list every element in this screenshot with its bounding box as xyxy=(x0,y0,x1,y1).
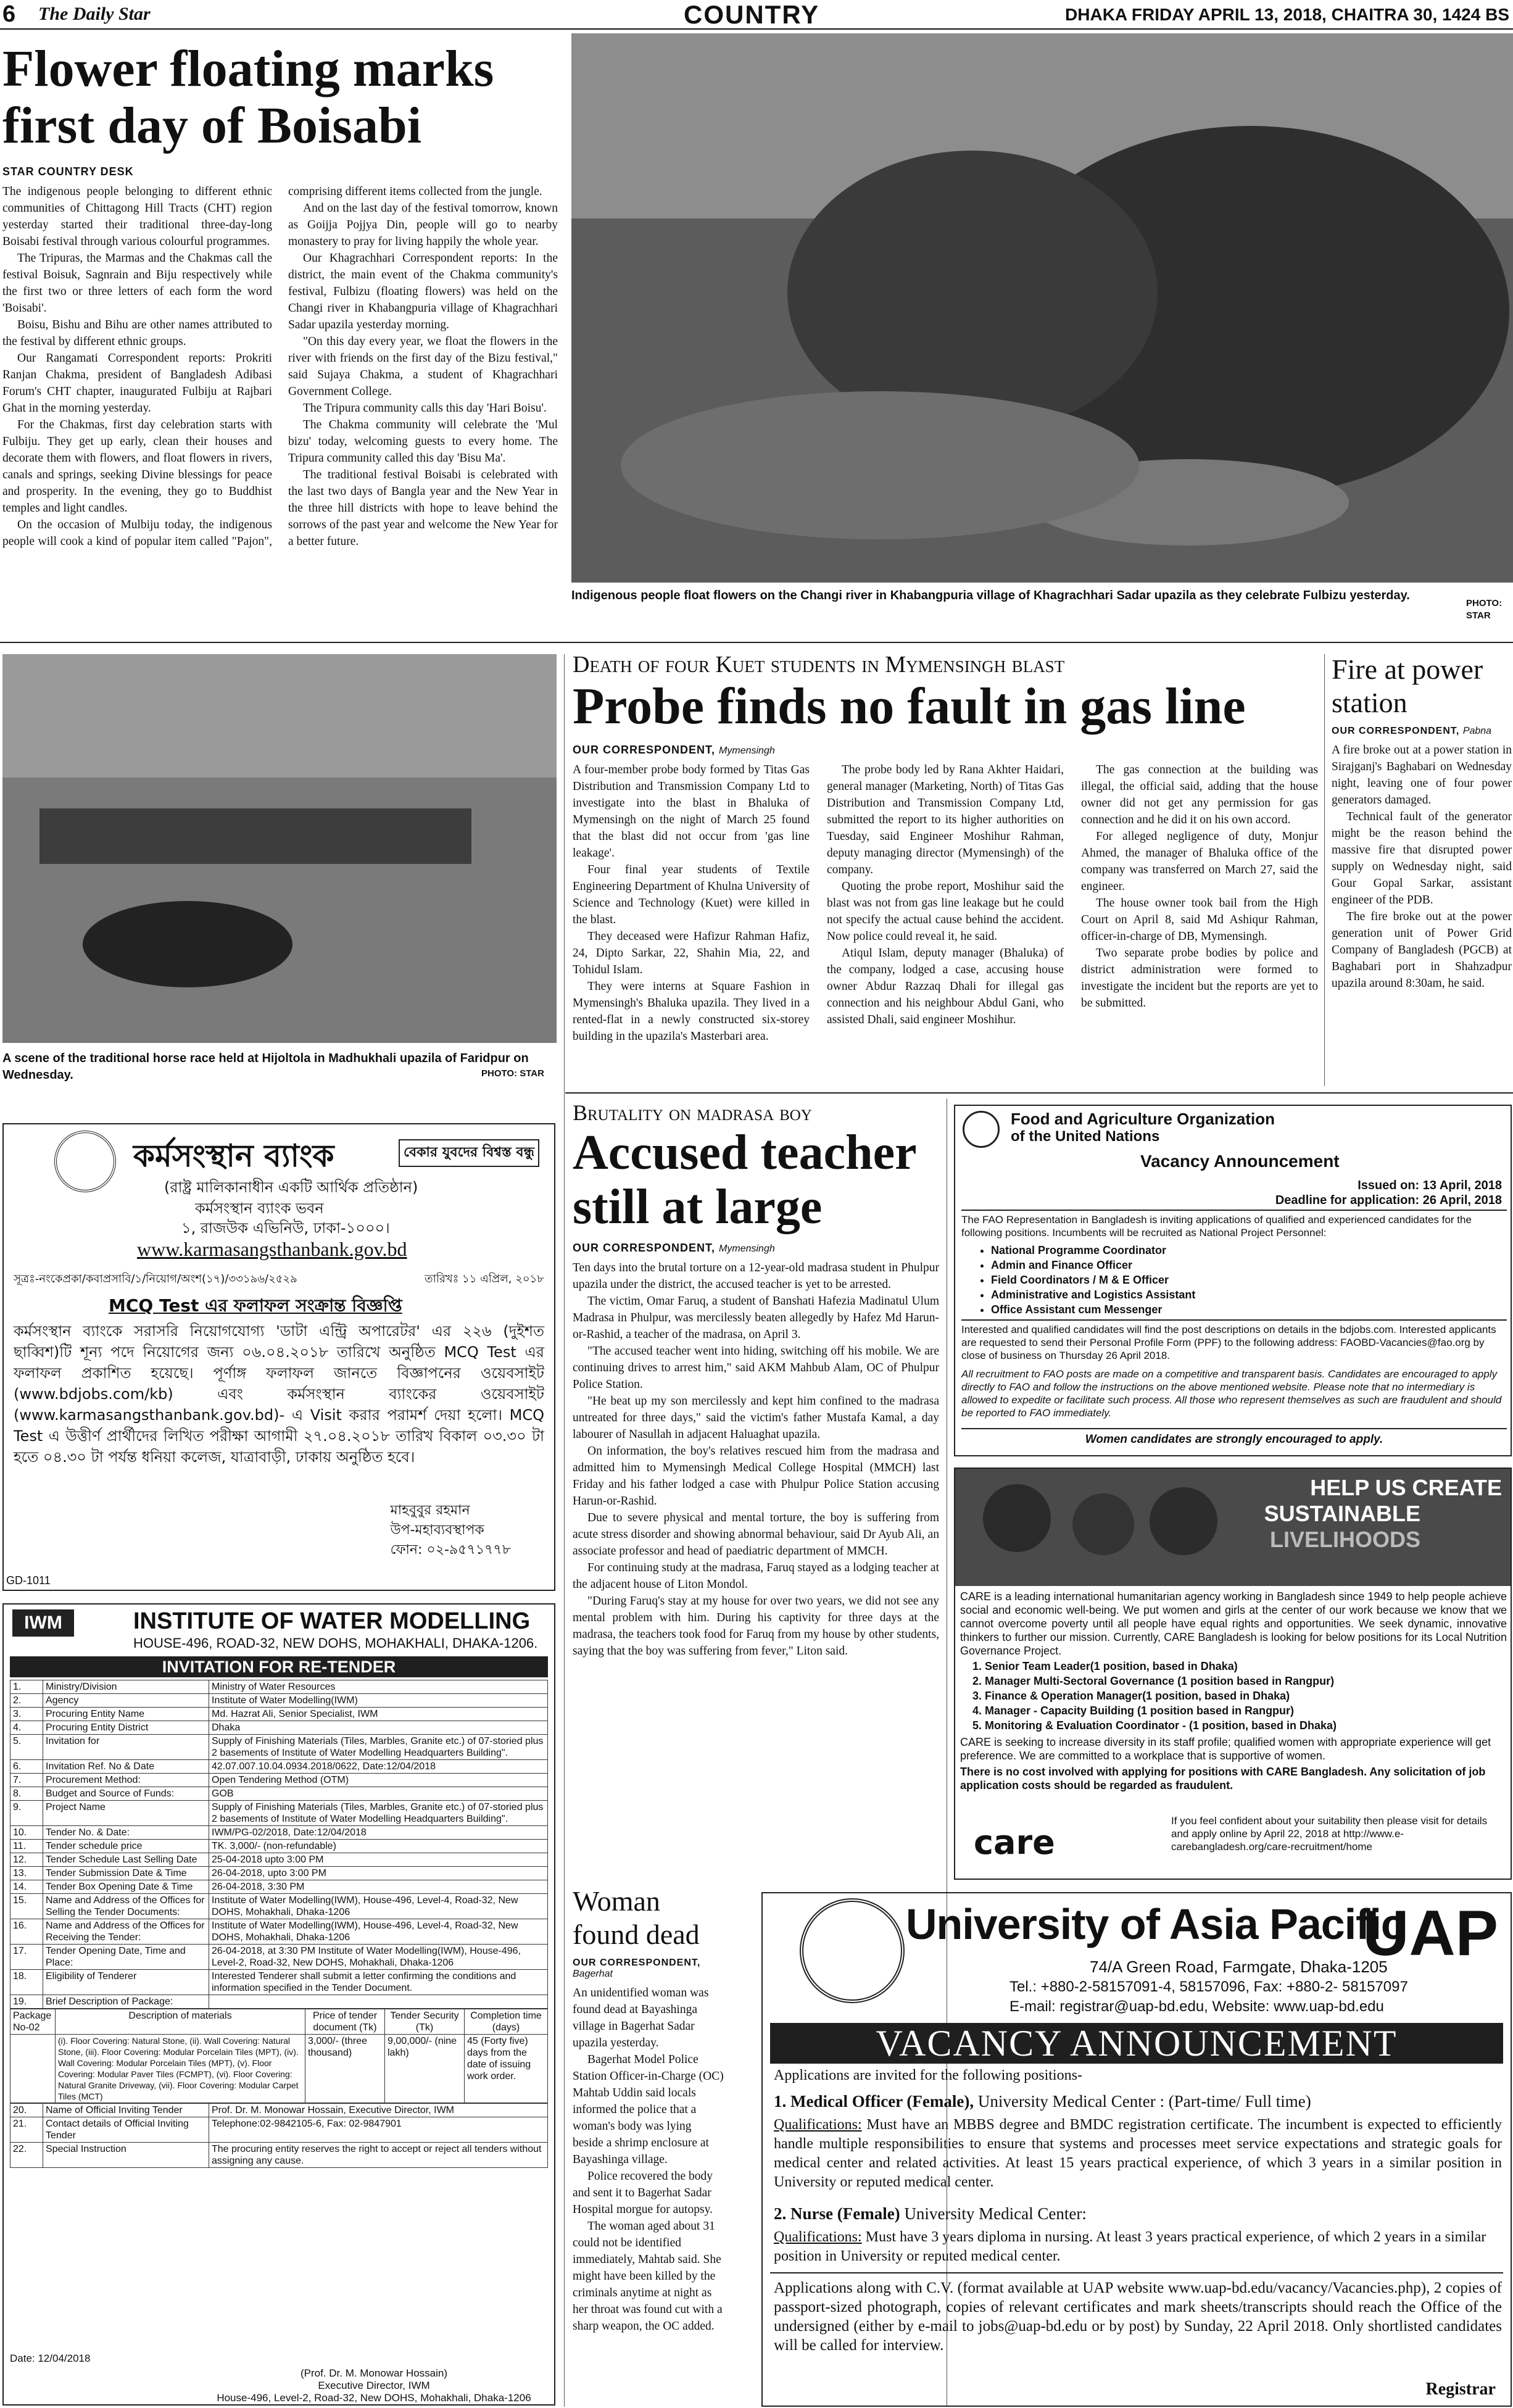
paragraph: "The accused teacher went into hiding, switching off his mobile. We are continuing drives to arrest him," said AKM Mahbub Alam, OC of Phulpur Police Station. xyxy=(573,1345,939,1391)
tender-row-number: 4. xyxy=(10,1721,43,1735)
column-rule xyxy=(1324,654,1325,1086)
byline: STAR COUNTRY DESK xyxy=(2,165,134,178)
iwm-logo: IWM xyxy=(12,1609,74,1637)
photo-credit-name: STAR xyxy=(1466,610,1491,621)
byline xyxy=(573,1958,724,1980)
package-security: 9,00,000/- (nine lakh) xyxy=(385,2035,465,2103)
story-probe xyxy=(573,651,1318,1077)
tender-row-label: Budget and Source of Funds: xyxy=(43,1787,209,1801)
uap-seal xyxy=(800,1898,905,2003)
kicker: Brutality on madrasa boy xyxy=(573,1100,812,1125)
tender-row xyxy=(10,1787,548,1801)
fao-rule xyxy=(961,1319,1507,1321)
tender-row xyxy=(10,1774,548,1787)
tender-row-number: 16. xyxy=(10,1919,43,1945)
tender-row-number: 21. xyxy=(10,2117,43,2143)
dateline-date: FRIDAY APRIL 13, 2018, CHAITRA 30, 1424 BS xyxy=(1131,5,1509,24)
bank-tagline: বেকার যুবদের বিশ্বস্ত বন্ধু xyxy=(399,1139,539,1167)
bank-address2: ১, রাজউক এভিনিউ, ঢাকা-১০০০। xyxy=(181,1219,390,1237)
paragraph: On the occasion of Mulbiju today, the indigenous people will cook a kind of popular item called "Pajon", comprising different items collected from the jungle. xyxy=(2,185,542,548)
horse-race-photo-image xyxy=(2,654,557,1043)
tender-row-label: Project Name xyxy=(43,1801,209,1826)
care-banner-line3: LIVELIHOODS xyxy=(1269,1527,1420,1552)
tender-row-label: Eligibility of Tenderer xyxy=(43,1970,209,1995)
ad-uap xyxy=(761,1892,1512,2407)
paragraph: For the Chakmas, first day celebration starts with Fulbiju. They get up early, clean their houses and decorate them with flowers, and float flowers in rivers, canals and springs, seeking Divine blessings for peace and prosperity. In the evening, they go to Buddhist temples and light candles. xyxy=(2,418,272,515)
byline-label: OUR CORRESPONDENT, xyxy=(573,1242,716,1254)
fao-position: • Office Assistant cum Messenger xyxy=(991,1302,1195,1317)
headline: Probe finds no fault in gas line xyxy=(573,678,1246,735)
care-position: 5. Monitoring & Evaluation Coordinator - (1 position, based in Dhaka) xyxy=(972,1719,1337,1732)
signatory-title: উপ-মহাব্যবস্থাপক xyxy=(390,1522,484,1538)
bank-subtitle: (রাষ্ট্র মালিকানাধীন একটি আর্থিক প্রতিষ্ঠান) xyxy=(164,1179,418,1196)
paragraph: For alleged negligence of duty, Monjur Ahmed, the manager of Bhaluka office of the company was transferred on March 27, said the engineer. xyxy=(1081,830,1318,893)
tender-row-label: Invitation Ref. No & Date xyxy=(43,1760,209,1774)
tender-row-number: 15. xyxy=(10,1894,43,1919)
package-header: Price of tender document (Tk) xyxy=(305,2009,385,2035)
paragraph: Boisu, Bishu and Bihu are other names attributed to the festival by different ethnic groups. xyxy=(2,318,272,348)
uap-apply: Applications along with C.V. (format available at UAP website www.uap-bd.edu/vacancy/Vacancies.php), 2 copies of passport-sized photograph, copies of relevant certificates and mark sheets/transcripts should reach the Office of the undersigned (either by e-mail to jobs@uap-bd.edu or by post) by Sunday, 22 April 2018. Only shortlisted candidates will be called for interview. xyxy=(774,2280,1502,2354)
paragraph: The traditional festival Boisabi is celebrated with the last two days of Bangla year and the New Year in the three hill districts with hope to leave behind the sorrows of the past year and welcome the New Year for a better future. xyxy=(288,468,558,548)
tender-row xyxy=(10,1945,548,1970)
tender-row-value: 26-04-2018, at 3:30 PM Institute of Water Modelling(IWM), House-496, Level-2, Road-32, New DOHS, Mohakhali, Dhaka-1206 xyxy=(209,1945,548,1970)
care-positions xyxy=(972,1659,1337,1733)
paragraph: The indigenous people belonging to different ethnic communities of Chittagong Hill Tracts (CHT) region yesterday started their traditional three-day-long Boisabi festival through various colourful programmes. xyxy=(2,185,272,248)
uap-email: E-mail: registrar@uap-bd.edu, Website: www.uap-bd.edu xyxy=(1009,1998,1384,2015)
horse-race-photo xyxy=(2,654,557,1043)
story-body xyxy=(2,183,558,639)
signatory-phone: ফোন: ০২-৯৫৭১৭৭৮ xyxy=(390,1542,511,1558)
package-header: Package No-02 xyxy=(10,2009,56,2035)
tender-row-label: Name of Official Inviting Tender xyxy=(43,2104,209,2117)
uap-pos2-dept: University Medical Center: xyxy=(900,2204,1087,2223)
tender-row-label: Ministry/Division xyxy=(43,1680,209,1694)
byline-place: Mymensingh xyxy=(719,1243,775,1254)
tender-row-value: Ministry of Water Resources xyxy=(209,1680,548,1694)
paragraph: The house owner took bail from the High Court on April 8, said Md Ashiqur Rahman, officer-in-charge of DB, Mymensingh. xyxy=(1081,897,1318,943)
fao-position: • National Programme Coordinator xyxy=(991,1243,1195,1258)
uap-pos2-qualifications xyxy=(774,2228,1502,2266)
package-time: 45 (Forty five) days from the date of issuing work order. xyxy=(465,2035,548,2103)
fao-logo xyxy=(963,1111,1000,1148)
tender-row-label: Contact details of Official Inviting Tender xyxy=(43,2117,209,2143)
package-cell xyxy=(10,2035,56,2103)
tender-row-value: Prof. Dr. M. Monowar Hossain, Executive Director, IWM xyxy=(209,2104,548,2117)
tender-row-label: Tender Schedule Last Selling Date xyxy=(43,1853,209,1867)
byline-label: OUR CORRESPONDENT, xyxy=(573,1958,701,1968)
uap-rule xyxy=(770,2272,1503,2273)
paragraph: A fire broke out at a power station in Sirajganj's Baghabari on Wednesday night, leaving one of four power generators damaged. xyxy=(1332,744,1512,807)
iwm-title: INSTITUTE OF WATER MODELLING xyxy=(133,1608,531,1634)
byline-label: OUR CORRESPONDENT, xyxy=(1332,726,1460,736)
story-body xyxy=(1332,742,1512,992)
gd-code: GD-1011 xyxy=(6,1574,51,1587)
uap-position1 xyxy=(774,2092,1311,2111)
tender-row-value: The procuring entity reserves the right to accept or reject all tenders without assigning any cause. xyxy=(209,2143,548,2168)
tender-row-number: 18. xyxy=(10,1970,43,1995)
paragraph: The victim, Omar Faruq, a student of Banshati Hafezia Madinatul Ulum Madrasa in Phulpur, was mercilessly beaten allegedly by Hafez Md Harun-or-Rashid, a teacher of the madrasa, on April 3. xyxy=(573,1295,939,1341)
iwm-table-wrap xyxy=(10,1680,548,2168)
iwm-date: Date: 12/04/2018 xyxy=(10,2352,91,2364)
fao-position: • Administrative and Logistics Assistant xyxy=(991,1287,1195,1302)
package-row xyxy=(10,2035,548,2103)
story-body xyxy=(573,1985,724,2335)
uap-qual-text: Must have 3 years diploma in nursing. At least 3 years practical experience, of which 2 years in a similar position in University or reputed medical center. xyxy=(774,2229,1486,2264)
tender-row xyxy=(10,2117,548,2143)
iwm-address: HOUSE-496, ROAD-32, NEW DOHS, MOHAKHALI, DHAKA-1206. xyxy=(133,1635,538,1651)
festival-photo-image xyxy=(571,33,1513,583)
care-logo: care xyxy=(974,1823,1055,1862)
divider xyxy=(565,1092,1513,1094)
tender-row-label: Special Instruction xyxy=(43,2143,209,2168)
tender-row-number: 1. xyxy=(10,1680,43,1694)
paragraph: Atiqul Islam, deputy manager (Bhaluka) of the company, lodged a case, accusing house owner Abdur Razzaq Dhali for illegal gas connection and his neighbour Abdul Gani, who assisted Dhali, said engineer Moshihur. xyxy=(827,947,1064,1026)
kicker: Death of four Kuet students in Mymensingh blast xyxy=(573,652,1065,678)
care-apply: If you feel confident about your suitability then please visit for details and apply online by April 22, 2018 at http://www.e-carebangladesh.org/care-recruitment/home xyxy=(1171,1815,1488,1853)
column-rule xyxy=(564,654,565,2407)
tender-row-value: 26-04-2018, upto 3:00 PM xyxy=(209,1867,548,1880)
uap-pos1-dept: University Medical Center : (Part-time/ Full time) xyxy=(974,2092,1311,2111)
package-header: Description of materials xyxy=(56,2009,305,2035)
paragraph: A four-member probe body formed by Titas Gas Distribution and Transmission Company Ltd to investigate into the blast in Bhaluka of Mymensingh on the night of March 25 found that the blast did not occur from 'gas line leakage'. xyxy=(573,763,810,860)
tender-row-value: Supply of Finishing Materials (Tiles, Marbles, Granite etc.) of 07-storied plus 2 basements of Institute of Water Modelling Headquarters Building". xyxy=(209,1801,548,1826)
tender-row-label: Brief Description of Package: xyxy=(43,1995,209,2009)
fao-title: Vacancy Announcement xyxy=(1140,1152,1340,1171)
fao-details: Interested and qualified candidates will find the post descriptions on details in the bdjobs.com. Interested applicants are requested to send their Personal Profile Form (PPF) to the following address: FAOBD-Vacancies@fao.org by close of business on Thursday 26 April 2018. xyxy=(961,1324,1496,1361)
uap-pos1-qualifications xyxy=(774,2115,1502,2192)
byline xyxy=(573,744,1318,757)
tender-row-label: Tender Submission Date & Time xyxy=(43,1867,209,1880)
paragraph: They were interns at Square Fashion in Mymensingh's Bhaluka upazila. They lived in a rented-flat in a newly constructed six-storey building in the upazila's Masterbari area. xyxy=(573,980,810,1043)
festival-photo-caption: Indigenous people float flowers on the Changi river in Khabangpuria village of Khagrachhari Sadar upazila as they celebrate Fulbizu yesterday. xyxy=(571,589,1410,602)
tender-row xyxy=(10,1826,548,1840)
tender-row xyxy=(10,1853,548,1867)
paragraph: "On this day every year, we float the flowers in the river with friends on the first day of the Bizu festival," said Sujaya Chakma, a student of Khagrachhari Government College. xyxy=(288,335,558,398)
bank-logo xyxy=(54,1131,116,1192)
tender-row-number: 5. xyxy=(10,1735,43,1760)
byline-place: Pabna xyxy=(1462,726,1492,736)
fao-org2: of the United Nations xyxy=(1011,1128,1160,1145)
tender-row-number: 2. xyxy=(10,1694,43,1708)
byline xyxy=(573,1242,939,1255)
tender-row-label: Invitation for xyxy=(43,1735,209,1760)
package-price: 3,000/- (three thousand) xyxy=(305,2035,385,2103)
horse-race-caption: A scene of the traditional horse race held at Hijoltola in Madhukhali upazila of Faridpur on Wednesday. xyxy=(2,1052,529,1082)
tender-row-label: Procuring Entity District xyxy=(43,1721,209,1735)
uap-pos2-title: 2. Nurse (Female) xyxy=(774,2204,900,2223)
tender-row-label: Tender Box Opening Date & Time xyxy=(43,1880,209,1894)
tender-row-number: 3. xyxy=(10,1708,43,1721)
paragraph: The Tripuras, the Marmas and the Chakmas call the festival Boisuk, Sagnrain and Biju respectively while the first two or three letters of each form the word 'Boisabi'. xyxy=(2,252,272,315)
tender-row xyxy=(10,1721,548,1735)
care-photo xyxy=(955,1469,1511,1586)
tender-row-number: 12. xyxy=(10,1853,43,1867)
uap-banner: VACANCY ANNOUNCEMENT xyxy=(770,2023,1503,2064)
divider xyxy=(0,642,1513,643)
tender-row xyxy=(10,1867,548,1880)
tender-row xyxy=(10,1694,548,1708)
paragraph: Four final year students of Textile Engineering Department of Khulna University of Science and Technology (Kuet) were killed in the blast. xyxy=(573,863,810,926)
tender-row-value: Institute of Water Modelling(IWM), House-496, Level-4, Road-32, New DOHS, Mohakhali, Dhaka-1206 xyxy=(209,1919,548,1945)
paper-name: The Daily Star xyxy=(38,4,151,24)
tender-row-value: 25-04-2018 upto 3:00 PM xyxy=(209,1853,548,1867)
care-position: 4. Manager - Capacity Building (1 position based in Rangpur) xyxy=(972,1704,1295,1717)
byline-place: Mymensingh xyxy=(719,745,775,756)
tender-row-value xyxy=(209,1995,548,2009)
fao-position: • Field Coordinators / M & E Officer xyxy=(991,1273,1195,1287)
package-header: Completion time (days) xyxy=(465,2009,548,2035)
tender-row xyxy=(10,2104,548,2117)
iwm-sign-address: House-496, Level-2, Road-32, New DOHS, Mohakhali, Dhaka-1206 xyxy=(217,2392,531,2404)
tender-row-number: 20. xyxy=(10,2104,43,2117)
iwm-sign-title: Executive Director, IWM xyxy=(318,2380,430,2391)
story-boisabi xyxy=(2,41,558,639)
paragraph: Ten days into the brutal torture on a 12-year-old madrasa student in Phulpur upazila under the district, the accused teacher is yet to be arrested. xyxy=(573,1261,939,1291)
uap-position2 xyxy=(774,2204,1087,2223)
horse-race-credit: PHOTO: STAR xyxy=(481,1068,544,1079)
tender-row-label: Name and Address of the Offices for Selling the Tender Documents: xyxy=(43,1894,209,1919)
tender-row xyxy=(10,1680,548,1694)
masthead xyxy=(0,0,1513,30)
bank-title: কর্মসংস্থান ব্যাংক xyxy=(133,1138,334,1174)
story-fire xyxy=(1332,653,1512,1085)
fao-intro: The FAO Representation in Bangladesh is inviting applications of qualified and experienced candidates for the following positions. Incumbents will be recruited as National Project Personnel: xyxy=(961,1214,1472,1239)
fao-position: • Admin and Finance Officer xyxy=(991,1258,1195,1273)
tender-row xyxy=(10,1708,548,1721)
tender-row-number: 13. xyxy=(10,1867,43,1880)
fao-issued: Issued on: 13 April, 2018 xyxy=(1358,1179,1502,1192)
uap-address: 74/A Green Road, Farmgate, Dhaka-1205 xyxy=(1090,1958,1388,1976)
care-position: 1. Senior Team Leader(1 position, based in Dhaka) xyxy=(972,1660,1238,1672)
tender-row-value: Open Tendering Method (OTM) xyxy=(209,1774,548,1787)
care-banner-line2: SUSTAINABLE xyxy=(1264,1501,1420,1526)
uap-tel: Tel.: +880-2-58157091-4, 58157096, Fax: +880-2- 58157097 xyxy=(1009,1978,1408,1995)
notice-date: তারিখঃ ১১ এপ্রিল, ২০১৮ xyxy=(425,1273,544,1285)
paragraph: An unidentified woman was found dead at Bayashinga village in Bagerhat Sadar upazila yesterday. xyxy=(573,1987,709,2049)
byline-label: OUR CORRESPONDENT, xyxy=(573,744,716,756)
iwm-package-table xyxy=(10,2009,548,2103)
paragraph: Our Rangamati Correspondent reports: Prokriti Ranjan Chakma, president of Bangladesh Adibasi Forum's CHT chapter, inaugurated Fulbiju at Rajbari Ghat in the morning yesterday. xyxy=(2,352,272,415)
tender-row-value: Interested Tenderer shall submit a letter confirming the conditions and information specified in the Tender Document. xyxy=(209,1970,548,1995)
iwm-tender-table xyxy=(10,1680,548,2009)
section-name: COUNTRY xyxy=(684,0,820,29)
care-position: 3. Finance & Operation Manager(1 position, based in Dhaka) xyxy=(972,1690,1290,1702)
iwm-banner: INVITATION FOR RE-TENDER xyxy=(10,1656,548,1677)
tender-row xyxy=(10,1801,548,1826)
tender-row-value: GOB xyxy=(209,1787,548,1801)
tender-row xyxy=(10,1919,548,1945)
paragraph: Quoting the probe report, Moshihur said the blast was not from gas line leakage but he could not specify the actual cause behind the accident. Now police could reveal it, he said. xyxy=(827,880,1064,943)
tender-row-value: Dhaka xyxy=(209,1721,548,1735)
fao-rule xyxy=(961,1210,1507,1211)
iwm-tender-table-footer xyxy=(10,2103,548,2168)
notice-title: MCQ Test এর ফলাফল সংক্রান্ত বিজ্ঞপ্তি xyxy=(109,1295,402,1316)
paragraph: The probe body led by Rana Akhter Haidari, general manager (Marketing, North) of Titas Gas Distribution and Transmission Company Ltd, submitted the report to its higher authorities on Tuesday, said Engineer Moshihur Rahman, deputy managing director (Mymensingh) of the company. xyxy=(827,763,1064,876)
tender-row xyxy=(10,1880,548,1894)
paragraph: The woman aged about 31 could not be identified immediately, Mahtab said. She might have been killed by the criminals anytime at night as her throat was found cut with a sharp weapon, the OC added. xyxy=(573,2220,723,2333)
tender-row-value: IWM/PG-02/2018, Date:12/04/2018 xyxy=(209,1826,548,1840)
tender-row-number: 7. xyxy=(10,1774,43,1787)
story-body xyxy=(573,1260,939,1659)
paragraph: Bagerhat Model Police Station Officer-in-Charge (OC) Mahtab Uddin said locals informed the police that a woman's body was lying beside a shrimp enclosure at Bayashinga village. xyxy=(573,2053,724,2166)
tender-row-value: Supply of Finishing Materials (Tiles, Marbles, Granite etc.) of 07-storied plus 2 basements of Institute of Water Modelling Headquarters Building". xyxy=(209,1735,548,1760)
tender-row-number: 6. xyxy=(10,1760,43,1774)
uap-intro: Applications are invited for the following positions- xyxy=(774,2067,1082,2083)
headline: Fire at power station xyxy=(1332,654,1483,718)
tender-row-value: Institute of Water Modelling(IWM) xyxy=(209,1694,548,1708)
headline: Accused teacher still at large xyxy=(573,1126,916,1234)
tender-row-value: 26-04-2018, 3:30 PM xyxy=(209,1880,548,1894)
tender-row-label: Agency xyxy=(43,1694,209,1708)
paragraph: "During Faruq's stay at my house for over two years, we did not see any mental problem with him. During his captivity for three days at the madrasa, the teachers took food for Faruq from my house by other students, saying that the boy was suffering from fever," Liton said. xyxy=(573,1595,939,1658)
tender-row-value: Institute of Water Modelling(IWM), House-496, Level-4, Road-32, New DOHS, Mohakhali, Dhaka-1206 xyxy=(209,1894,548,1919)
package-header-row xyxy=(10,2009,548,2035)
tender-row xyxy=(10,1735,548,1760)
tender-row-number: 11. xyxy=(10,1840,43,1853)
paragraph: The Chakma community will celebrate the 'Mul bizu' today, welcoming guests to every home. The Tripura community called this day 'Bisu Ma'. xyxy=(288,418,558,465)
notice-body: কর্মসংস্থান ব্যাংকে সরাসরি নিয়োগযোগ্য 'ডাটা এন্ট্রি অপারেটর' এর ২২৬ (দুইশত ছাব্বিশ)টি শূন্য পদে নিয়োগের জন্য ০৬.০৪.২০১৮ তারিখে অনুষ্ঠিত MCQ Test এর ফলাফল প্রকাশিত হয়েছে। পূর্ণাঙ্গ ফলাফল জানতে বিজ্ঞাপনের ওয়েবসাইট (www.bdjobs.com/kb) এবং কর্মসংস্থান ব্যাংকের ওয়েবসাইট (www.karmasangsthanbank.gov.bd)- এ Visit করার পরামর্শ দেয়া হলো। MCQ Test এ উত্তীর্ণ প্রার্থীদের লিখিত পরীক্ষা আগামী ২৭.০৪.২০১৮ তারিখ বিকাল ০৩.৩০ টা হতে ০৪.৩০ টা পর্যন্ত ধনিয়া কলেজ, যাত্রাবাড়ী, ঢাকায় অনুষ্ঠিত হবে। xyxy=(14,1322,544,1466)
photo-credit-label: PHOTO: xyxy=(1466,598,1503,608)
paragraph: Two separate probe bodies by police and district administration were formed to investigate the incident but the reports are yet to be submitted. xyxy=(1081,947,1318,1010)
tender-row-number: 17. xyxy=(10,1945,43,1970)
ad-iwm-tender xyxy=(2,1603,555,2406)
uap-qual-text: Must have an MBBS degree and BMDC registration certificate. The incumbent is expected to efficiently handle multiple responsibilities to ensure that systems and processes meet service expectations and strategic goals for medical center and related activities. At least 15 years practical experience, of which 3 years in a similar position in University or reputed medical center. xyxy=(774,2117,1502,2190)
uap-signature: Registrar xyxy=(1425,2380,1496,2399)
tender-row xyxy=(10,1760,548,1774)
festival-photo-credit xyxy=(1466,597,1513,625)
festival-photo xyxy=(571,33,1513,583)
tender-row-label: Tender Opening Date, Time and Place: xyxy=(43,1945,209,1970)
tender-row-value: 42.07.007.10.04.0934.2018/0622, Date:12/04/2018 xyxy=(209,1760,548,1774)
paragraph: The Tripura community calls this day 'Hari Boisu'. xyxy=(303,402,547,415)
tender-row xyxy=(10,1970,548,1995)
fao-footer: Women candidates are strongly encouraged to apply. xyxy=(961,1428,1507,1447)
uap-name: University of Asia Pacific xyxy=(906,1900,1404,1948)
tender-row xyxy=(10,1840,548,1853)
dateline xyxy=(1065,5,1509,25)
ad-karmasangsthan-bank xyxy=(2,1123,555,1591)
tender-row-label: Procuring Entity Name xyxy=(43,1708,209,1721)
care-warning: There is no cost involved with applying for positions with CARE Bangladesh. Any solicitation of job application costs should be regarded as fraudulent. xyxy=(960,1766,1486,1791)
paragraph: On information, the boy's relatives rescued him from the madrasa and admitted him to Mymensingh Medical College Hospital (MMCH) last Friday and his father lodged a case with Phulpur Police Station accusing Harun-or-Rashid. xyxy=(573,1445,939,1508)
iwm-signature xyxy=(189,2367,555,2404)
signatory-name: মাহবুবুর রহমান xyxy=(390,1503,470,1518)
bank-address1: কর্মসংস্থান ব্যাংক ভবন xyxy=(195,1200,324,1217)
paragraph: Our Khagrachhari Correspondent reports: In the district, the main event of the Chakma community's festival, Fulbizu (floating flowers) was held on the Changi river in Khabangpuria village of Khagrachhari Sadar upazila yesterday morning. xyxy=(288,252,558,331)
fao-org1: Food and Agriculture Organization xyxy=(1011,1110,1275,1128)
tender-row xyxy=(10,1894,548,1919)
tender-row-number: 10. xyxy=(10,1826,43,1840)
paragraph: For continuing study at the madrasa, Faruq stayed as a lodging teacher at the adjacent house of Liton Mondol. xyxy=(573,1561,939,1591)
care-banner-line1: HELP US CREATE xyxy=(1310,1475,1502,1500)
tender-row-label: Procurement Method: xyxy=(43,1774,209,1787)
paragraph: Due to severe physical and mental torture, the boy is suffering from acute stress disorder and showing abnormal behaviour, said Dr Ayub Ali, an associate professor and head of paediatric department of MMCH. xyxy=(573,1511,939,1558)
ad-care xyxy=(954,1468,1512,1880)
tender-row-value: Telephone:02-9842105-6, Fax: 02-9847901 xyxy=(209,2117,548,2143)
headline: Woman found dead xyxy=(573,1885,700,1950)
tender-row xyxy=(10,2143,548,2168)
package-header: Tender Security (Tk) xyxy=(385,2009,465,2035)
paragraph: They deceased were Hafizur Rahman Hafiz, 24, Dipto Sarkar, 22, Shahin Mia, 22, and Tohidul Islam. xyxy=(573,930,810,976)
byline-place: Bagerhat xyxy=(573,1969,613,1979)
fao-note: All recruitment to FAO posts are made on a competitive and transparent basis. Candidates are encouraged to apply directly to FAO and follow the instructions on the above mentioned website. Please note that no intermediary is allowed to expedite or facilitate such process. All those who represent themselves as such are fraudulent and should be reported to FAO immediately. xyxy=(961,1368,1502,1419)
paragraph: Technical fault of the generator might be the reason behind the massive fire that disrupted power supply on Wednesday night, said Gour Gopal Sarkar, assistant engineer of the PDB. xyxy=(1332,810,1512,907)
uap-qual-label: Qualifications: xyxy=(774,2117,862,2133)
paragraph: "He beat up my son mercilessly and kept him confined to the madrasa untreated for three days," said the victim's father Mustafa Kamal, a day labourer of Nasullah in adjacent Haluaghat upazila. xyxy=(573,1395,939,1441)
tender-row-label: Tender No. & Date: xyxy=(43,1826,209,1840)
ad-fao xyxy=(954,1105,1512,1456)
tender-row-number: 9. xyxy=(10,1801,43,1826)
story-woman-found-dead xyxy=(573,1885,724,2407)
signatory xyxy=(391,1501,511,1560)
notice-ref: সূত্রঃ-নংকেপ্রকা/কবাপ্রসাবি/১/নিয়োগ/অংশ(১৭)/৩৩১৯৬/২৫২৯ xyxy=(14,1273,297,1285)
paragraph: Police recovered the body and sent it to Bagerhat Sadar Hospital morgue for autopsy. xyxy=(573,2170,713,2216)
tender-row-label: Tender schedule price xyxy=(43,1840,209,1853)
tender-row-value: TK. 3,000/- (non-refundable) xyxy=(209,1840,548,1853)
byline xyxy=(1332,726,1512,737)
care-position: 2. Manager Multi-Sectoral Governance (1 position based in Rangpur) xyxy=(972,1675,1335,1687)
story-body xyxy=(573,762,1318,1070)
tender-row-number: 14. xyxy=(10,1880,43,1894)
paragraph: And on the last day of the festival tomorrow, known as Goijja Pojjya Din, people will go to nearby monastery to pray for living happily the whole year. xyxy=(288,202,558,248)
dateline-city: DHAKA xyxy=(1065,5,1132,24)
fao-positions xyxy=(961,1243,1195,1317)
bank-website[interactable]: www.karmasangsthanbank.gov.bd xyxy=(137,1238,407,1260)
package-description: (i). Floor Covering: Natural Stone, (ii). Wall Covering: Natural Stone, (iii). Floor Covering: Modular Porcelain Tiles (MPT), (iv). Wall Covering: Modular Porcelain Tiles (MPT), (v). Floor Covering: Modular Paver Tiles (FCMPT), (vi). Floor Covering: Natural Granite Driveway, (vii). Floor Covering: Modular Carpet Tiles (MCT) xyxy=(56,2035,305,2103)
uap-qual-label: Qualifications: xyxy=(774,2229,862,2245)
care-equal-opportunity: CARE is seeking to increase diversity in its staff profile; qualified women with appropriate experience will get preference. We are committed to a workplace that is supportive of women. xyxy=(960,1736,1491,1762)
tender-row-label: Name and Address of the Offices for Receiving the Tender: xyxy=(43,1919,209,1945)
tender-row-number: 22. xyxy=(10,2143,43,2168)
uap-pos1-title: 1. Medical Officer (Female), xyxy=(774,2092,974,2111)
iwm-sign-name: (Prof. Dr. M. Monowar Hossain) xyxy=(300,2367,448,2379)
paragraph: The gas connection at the building was illegal, the official said, adding that the house owner did not get any permission for gas connection and he did it on his own accord. xyxy=(1081,763,1318,826)
tender-row xyxy=(10,1995,548,2009)
paragraph: The fire broke out at the power generation unit of Power Grid Company of Bangladesh (PGCB) at Baghabari port in Shahzadpur upazila around 8:30am, he said. xyxy=(1332,910,1512,990)
page-number: 6 xyxy=(2,1,16,27)
fao-deadline: Deadline for application: 26 April, 2018 xyxy=(1275,1194,1502,1207)
tender-row-number: 8. xyxy=(10,1787,43,1801)
story-accused-teacher xyxy=(573,1100,939,1865)
care-intro: CARE is a leading international humanitarian agency working in Bangladesh since 1949 to help people achieve social and economic well-being. We put women and girls at the center of our work because we know that we cannot overcome poverty until all people have equal rights and opportunities. We seek dynamic, innovative thinkers to further our mission. Currently, CARE Bangladesh is looking for below positions for its Local Nutrition Governance Project. xyxy=(960,1590,1507,1657)
tender-row-number: 19. xyxy=(10,1995,43,2009)
headline: Flower floating marks first day of Boisabi xyxy=(2,41,494,154)
tender-row-value: Md. Hazrat Ali, Senior Specialist, IWM xyxy=(209,1708,548,1721)
uap-short: UAP xyxy=(1362,1898,1498,1969)
